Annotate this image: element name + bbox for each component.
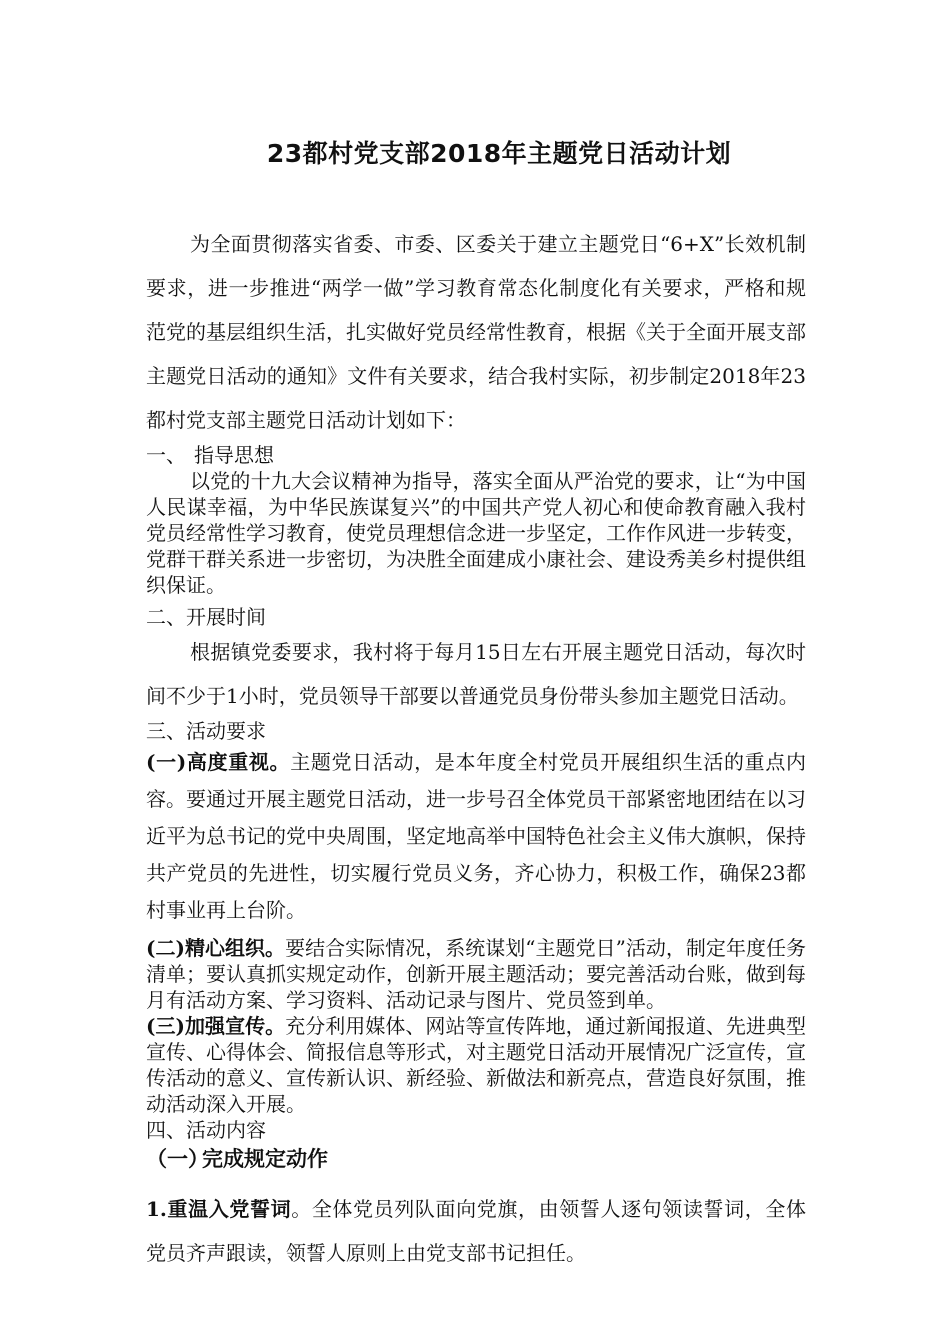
requirement-item-1-text: 主题党日活动，是本年度全村党员开展组织生活的重点内容。要通过开展主题党日活动，进一步号召全体党员干部紧密地团结在以习近平为总书记的党中央周围，坚定地高举中国特色社会主义伟大旗帜，保持共产党员的先进性，切实履行党员义务，齐心协力，积极工作，确保23都村事业再上台阶。 [146, 750, 806, 922]
section-number: 一、 [146, 443, 186, 467]
subsection-heading-required-actions [146, 1143, 806, 1175]
section-paragraph-guiding-ideology: 以党的十九大会议精神为指导，落实全面从严治党的要求，让“为中国人民谋幸福，为中华民族谋复兴”的中国共产党人初心和使命教育融入我村党员经常性学习教育，使党员理想信念进一步坚定，工作作风进一步转变，党群干群关系进一步密切，为决胜全面建成小康社会、建设秀美乡村提供组织保证。 [146, 469, 806, 597]
intro-paragraph: 为全面贯彻落实省委、市委、区委关于建立主题党日“6+X”长效机制要求，进一步推进“两学一做”学习教育常态化制度化有关要求，严格和规范党的基层组织生活，扎实做好党员经常性教育，根据《关于全面开展支部主题党日活动的通知》文件有关要求，结合我村实际，初步制定2018年23都村党支部主题党日活动计划如下： [146, 232, 806, 432]
section-heading-guiding-ideology [146, 442, 806, 468]
requirement-item-2-text: 要结合实际情况，系统谋划“主题党日”活动，制定年度任务清单；要认真抓实规定动作，创新开展主题活动；要完善活动台账，做到每月有活动方案、学习资料、活动记录与图片、党员签到单。 [146, 936, 806, 1012]
activity-item-1-label: 1.重温入党誓词 [146, 1197, 292, 1221]
section-heading-text: 指导思想 [194, 443, 274, 467]
section-paragraph-schedule: 根据镇党委要求，我村将于每月15日左右开展主题党日活动，每次时间不少于1小时，党员领导干部要以普通党员身份带头参加主题党日活动。 [146, 640, 806, 708]
requirement-item-1 [146, 744, 806, 929]
section-heading-schedule: 二、开展时间 [146, 605, 266, 629]
document-title: 23都村党支部2018年主题党日活动计划 [266, 139, 732, 168]
subsection-heading-text: 完成规定动作 [202, 1146, 328, 1171]
document-body [146, 222, 806, 1275]
activity-item-1-text: 。全体党员列队面向党旗，由领誓人逐句领读誓词，全体党员齐声跟读，领誓人原则上由党支部书记担任。 [146, 1197, 806, 1265]
requirement-item-2 [146, 935, 806, 1013]
requirement-item-3-label: (三)加强宣传。 [146, 1014, 286, 1038]
requirement-item-1-label: (一)高度重视。 [146, 750, 291, 774]
section-heading-requirements: 三、活动要求 [146, 719, 266, 743]
requirement-item-2-label: (二)精心组织。 [146, 936, 286, 960]
requirement-item-3 [146, 1013, 806, 1117]
activity-item-1 [146, 1187, 806, 1275]
requirement-item-3-text: 充分利用媒体、网站等宣传阵地，通过新闻报道、先进典型宣传、心得体会、简报信息等形式，对主题党日活动开展情况广泛宣传，宣传活动的意义、宣传新认识、新经验、新做法和新亮点，营造良好氛围，推动活动深入开展。 [146, 1014, 806, 1116]
subsection-number: （一） [146, 1146, 209, 1171]
section-heading-activities: 四、活动内容 [146, 1118, 266, 1142]
